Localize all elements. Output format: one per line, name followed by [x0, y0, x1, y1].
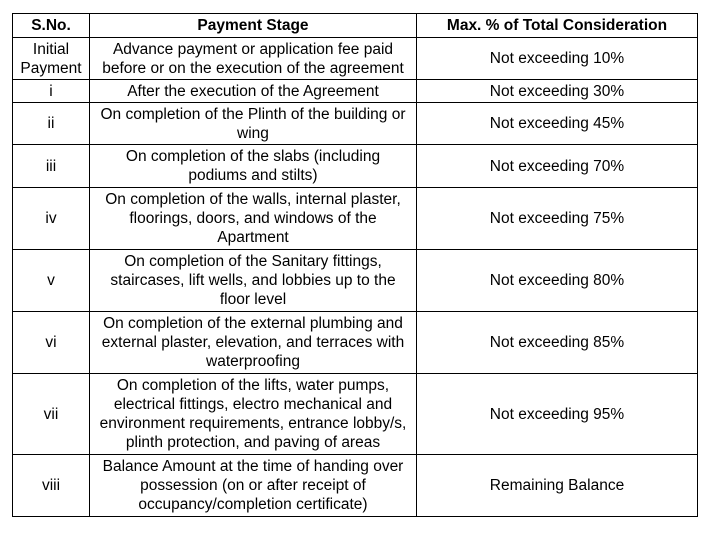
row-stage: On completion of the walls, internal plaster, floorings, doors, and windows of the Apartment	[90, 188, 417, 250]
row-stage: On completion of the lifts, water pumps, electrical fittings, electro mechanical and environment requirements, entrance lobby/s, plinth protection, and paving of areas	[90, 374, 417, 455]
row-max: Not exceeding 70%	[417, 145, 698, 188]
row-stage: On completion of the external plumbing and external plaster, elevation, and terraces with waterproofing	[90, 312, 417, 374]
row-max: Not exceeding 45%	[417, 103, 698, 145]
row-stage: On completion of the Plinth of the building or wing	[90, 103, 417, 145]
table-header-row	[13, 14, 698, 38]
table-row	[13, 312, 698, 374]
header-max-percent: Max. % of Total Consideration	[417, 14, 698, 38]
table-row	[13, 250, 698, 312]
table-row	[13, 455, 698, 517]
row-sno: viii	[13, 455, 90, 517]
row-stage: Balance Amount at the time of handing over possession (on or after receipt of occupancy/completion certificate)	[90, 455, 417, 517]
row-max: Not exceeding 75%	[417, 188, 698, 250]
row-sno: iv	[13, 188, 90, 250]
row-max: Not exceeding 95%	[417, 374, 698, 455]
row-sno: v	[13, 250, 90, 312]
row-sno: iii	[13, 145, 90, 188]
row-max: Not exceeding 80%	[417, 250, 698, 312]
row-max: Not exceeding 10%	[417, 38, 698, 80]
payment-schedule-table	[12, 13, 698, 517]
table-row	[13, 188, 698, 250]
row-stage: After the execution of the Agreement	[90, 80, 417, 103]
table-row	[13, 103, 698, 145]
payment-schedule-container	[12, 13, 698, 517]
table-row	[13, 38, 698, 80]
row-sno: vi	[13, 312, 90, 374]
table-row	[13, 374, 698, 455]
row-sno: ii	[13, 103, 90, 145]
header-payment-stage: Payment Stage	[90, 14, 417, 38]
row-max: Not exceeding 85%	[417, 312, 698, 374]
row-sno: i	[13, 80, 90, 103]
row-sno: vii	[13, 374, 90, 455]
table-row	[13, 80, 698, 103]
row-max: Not exceeding 30%	[417, 80, 698, 103]
row-stage: Advance payment or application fee paid before or on the execution of the agreement	[90, 38, 417, 80]
row-max: Remaining Balance	[417, 455, 698, 517]
table-row	[13, 145, 698, 188]
header-sno: S.No.	[13, 14, 90, 38]
row-stage: On completion of the Sanitary fittings, staircases, lift wells, and lobbies up to the floor level	[90, 250, 417, 312]
row-sno: Initial Payment	[13, 38, 90, 80]
row-stage: On completion of the slabs (including podiums and stilts)	[90, 145, 417, 188]
